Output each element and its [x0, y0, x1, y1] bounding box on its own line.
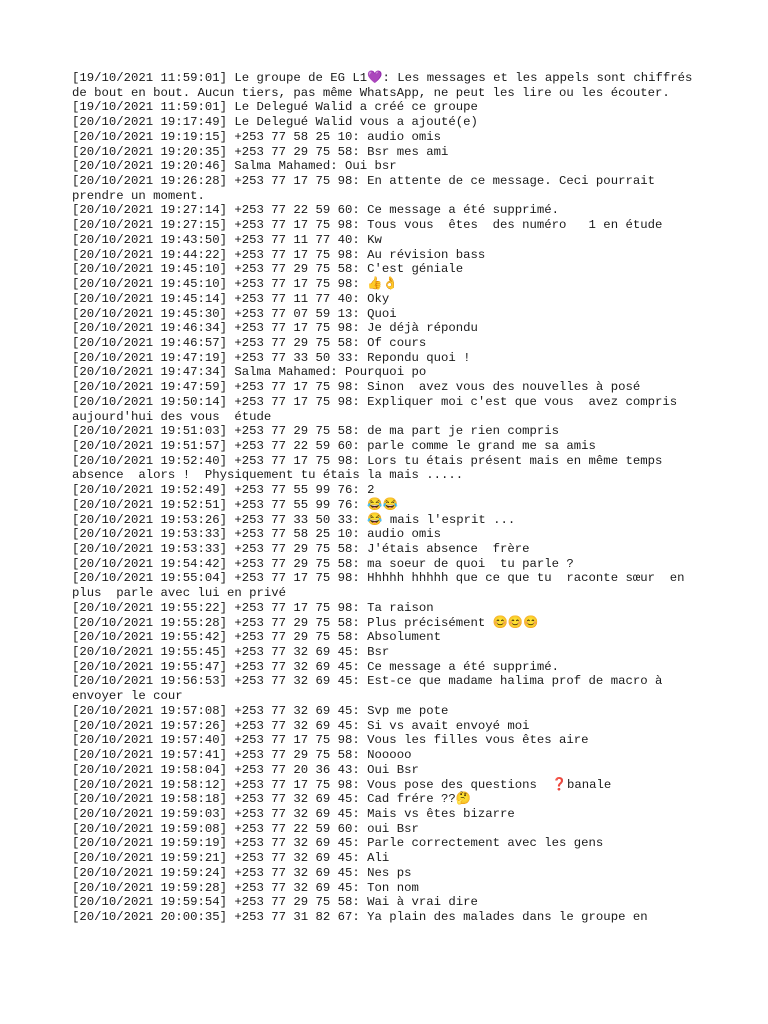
message-line: [20/10/2021 19:27:14] +253 77 22 59 60: Ce message a été supprimé. — [72, 203, 560, 218]
message-line: [20/10/2021 19:55:04] +253 77 17 75 98: Hhhhh hhhhh que ce que tu raconte sœur en plus parle avec lui en privé — [72, 571, 692, 601]
message-line: [20/10/2021 19:47:34] Salma Mahamed: Pourquoi po — [72, 365, 427, 380]
message-line: [20/10/2021 19:56:53] +253 77 32 69 45: Est-ce que madame halima prof de macro à envoyer le cour — [72, 674, 670, 704]
message-line: [20/10/2021 19:55:22] +253 77 17 75 98: Ta raison — [72, 600, 434, 615]
message-line: [20/10/2021 19:44:22] +253 77 17 75 98: Au révision bass — [72, 247, 486, 262]
chat-transcript — [72, 71, 712, 925]
message-line: [20/10/2021 19:55:47] +253 77 32 69 45: Ce message a été supprimé. — [72, 659, 560, 674]
message-line: [20/10/2021 19:59:21] +253 77 32 69 45: Ali — [72, 851, 390, 866]
message-line: [20/10/2021 19:46:57] +253 77 29 75 58: Of cours — [72, 335, 427, 350]
message-line: [19/10/2021 11:59:01] Le Delegué Walid a créé ce groupe — [72, 100, 478, 115]
message-line: [20/10/2021 19:51:57] +253 77 22 59 60: parle comme le grand me sa amis — [72, 438, 596, 453]
message-line: [20/10/2021 19:59:54] +253 77 29 75 58: Wai à vrai dire — [72, 895, 478, 910]
message-line: [20/10/2021 19:47:19] +253 77 33 50 33: Repondu quoi ! — [72, 350, 471, 365]
message-line: [20/10/2021 19:19:15] +253 77 58 25 10: audio omis — [72, 129, 441, 144]
message-line: [20/10/2021 19:59:28] +253 77 32 69 45: Ton nom — [72, 880, 419, 895]
message-line: [20/10/2021 19:57:41] +253 77 29 75 58: Nooooo — [72, 748, 412, 763]
message-line: [20/10/2021 19:45:30] +253 77 07 59 13: Quoi — [72, 306, 397, 321]
message-line: [20/10/2021 19:20:35] +253 77 29 75 58: Bsr mes ami — [72, 144, 449, 159]
message-line: [20/10/2021 19:57:40] +253 77 17 75 98: Vous les filles vous êtes aire — [72, 733, 589, 748]
message-line: [20/10/2021 19:53:33] +253 77 29 75 58: J'étais absence frère — [72, 542, 530, 556]
message-line: [20/10/2021 19:59:08] +253 77 22 59 60: oui Bsr — [72, 821, 419, 836]
message-line: [20/10/2021 19:53:33] +253 77 58 25 10: audio omis — [72, 527, 441, 542]
message-line: [20/10/2021 19:53:26] +253 77 33 50 33: 😂 mais l'esprit ... — [72, 512, 516, 527]
message-line: [20/10/2021 19:55:45] +253 77 32 69 45: Bsr — [72, 645, 390, 660]
message-line: [20/10/2021 19:20:46] Salma Mahamed: Oui bsr — [72, 159, 397, 174]
message-line: [20/10/2021 19:58:12] +253 77 17 75 98: Vous pose des questions ❓banale — [72, 777, 612, 792]
message-line: [20/10/2021 19:59:24] +253 77 32 69 45: Nes ps — [72, 865, 412, 880]
message-line: [20/10/2021 19:55:28] +253 77 29 75 58: Plus précisément 😊😊😊 — [72, 615, 539, 630]
message-line: [20/10/2021 19:26:28] +253 77 17 75 98: En attente de ce message. Ceci pourrait prendre un moment. — [72, 174, 663, 203]
message-line: [20/10/2021 19:47:59] +253 77 17 75 98: Sinon avez vous des nouvelles à posé — [72, 380, 641, 395]
message-line: [20/10/2021 19:57:26] +253 77 32 69 45: Si vs avait envoyé moi — [72, 718, 530, 733]
message-line: [20/10/2021 19:45:10] +253 77 17 75 98: 👍👌 — [72, 277, 398, 292]
message-line: [20/10/2021 19:45:14] +253 77 11 77 40: Oky — [72, 291, 390, 306]
message-line: [20/10/2021 19:58:04] +253 77 20 36 43: Oui Bsr — [72, 762, 419, 777]
message-line: [20/10/2021 19:52:49] +253 77 55 99 76: 2 — [72, 483, 375, 498]
message-line: [20/10/2021 19:59:03] +253 77 32 69 45: Mais vs êtes bizarre — [72, 806, 515, 821]
message-line: [20/10/2021 19:57:08] +253 77 32 69 45: Svp me pote — [72, 703, 449, 718]
message-line: [20/10/2021 19:17:49] Le Delegué Walid vous a ajouté(e) — [72, 115, 478, 130]
message-line: [20/10/2021 19:58:18] +253 77 32 69 45: Cad frére ??🤔 — [72, 792, 472, 807]
message-line: [20/10/2021 19:59:19] +253 77 32 69 45: Parle correctement avec les gens — [72, 836, 604, 851]
message-line: [20/10/2021 19:27:15] +253 77 17 75 98: Tous vous êtes des numéro 1 en étude — [72, 218, 663, 233]
message-line: [20/10/2021 19:43:50] +253 77 11 77 40: Kw — [72, 232, 382, 247]
message-line: [20/10/2021 19:52:40] +253 77 17 75 98: Lors tu étais présent mais en même temps absence alors ! Physiquement tu étais la mais ..... — [72, 453, 670, 483]
message-line: [20/10/2021 19:51:03] +253 77 29 75 58: de ma part je rien compris — [72, 424, 560, 439]
message-line: [20/10/2021 20:00:35] +253 77 31 82 67: Ya plain des malades dans le groupe en — [72, 909, 648, 924]
message-line: [20/10/2021 19:50:14] +253 77 17 75 98: Expliquer moi c'est que vous avez compris aujourd'hui des vous étude — [72, 394, 685, 424]
message-line: [20/10/2021 19:46:34] +253 77 17 75 98: Je déjà répondu — [72, 321, 478, 336]
message-line: [20/10/2021 19:55:42] +253 77 29 75 58: Absolument — [72, 630, 441, 645]
message-line: [19/10/2021 11:59:01] Le groupe de EG L1💜: Les messages et les appels sont chiffrés de bout en bout. Aucun tiers, pas même WhatsApp, ne peut les lire ou les écouter. — [72, 71, 700, 100]
message-line: [20/10/2021 19:45:10] +253 77 29 75 58: C'est géniale — [72, 262, 464, 277]
message-line: [20/10/2021 19:54:42] +253 77 29 75 58: ma soeur de quoi tu parle ? — [72, 556, 574, 571]
message-line: [20/10/2021 19:52:51] +253 77 55 99 76: 😂😂 — [72, 497, 398, 512]
